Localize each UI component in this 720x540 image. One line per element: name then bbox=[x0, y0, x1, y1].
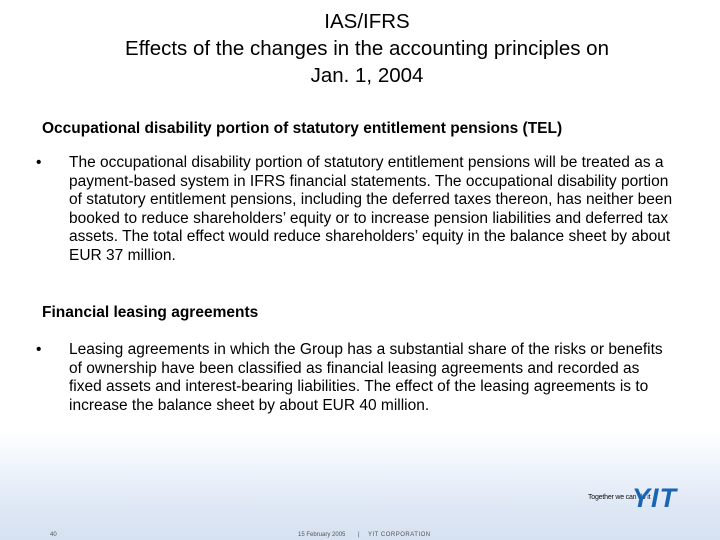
footer-company: YIT CORPORATION bbox=[368, 532, 431, 538]
bullet-item-tel bbox=[36, 154, 676, 266]
section-heading-leasing: Financial leasing agreements bbox=[42, 304, 259, 321]
title-line-2: Effects of the changes in the accounting principles on bbox=[125, 37, 609, 60]
bullet-icon: • bbox=[36, 341, 42, 358]
title-line-1: IAS/IFRS bbox=[324, 10, 410, 33]
bullet-text-tel: The occupational disability portion of statutory entitlement pensions will be treated as a payment-based system in IFRS financial statements. The occupational disability portion of statutory entitlement pensions, including the deferred taxes thereon, has neither been booked to reduce shareholders’ equity or to increase pension liabilities and deferred tax assets. The total effect would reduce shareholders’ equity in the balance sheet by about EUR 37 million. bbox=[69, 154, 673, 264]
bullet-icon: • bbox=[36, 154, 42, 171]
footer-date: 15 February 2005 bbox=[298, 532, 346, 538]
bullet-item-leasing bbox=[36, 341, 676, 415]
footer-page-number: 40 bbox=[50, 532, 57, 538]
slide-title bbox=[40, 8, 694, 89]
title-line-3: Jan. 1, 2004 bbox=[310, 64, 424, 87]
yit-logo-text: YIT bbox=[632, 484, 678, 510]
brand-tagline: Together we can do it bbox=[588, 494, 651, 501]
yit-logo bbox=[632, 484, 706, 510]
bullet-text-leasing: Leasing agreements in which the Group has a substantial share of the risks or benefits of ownership have been classified as financial leasing agreements and recorded as fixed assets and interest-bearing liabilities. The effect of the leasing agreements is to increase the balance sheet by about EUR 40 million. bbox=[69, 341, 663, 414]
footer-separator: | bbox=[358, 532, 360, 538]
section-heading-tel: Occupational disability portion of statutory entitlement pensions (TEL) bbox=[42, 120, 563, 137]
